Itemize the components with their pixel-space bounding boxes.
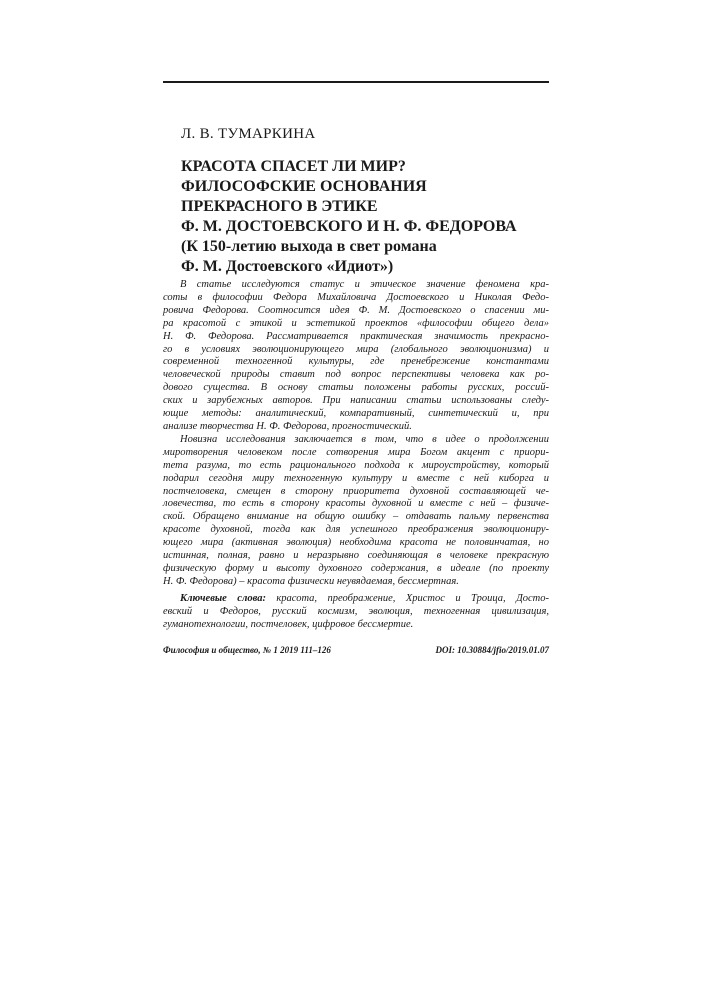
abstract-line: соты в философии Федора Михайловича Достоевского и Николая Федо- bbox=[163, 291, 549, 303]
abstract-line: тета разума, то есть рационального подхода к мироустройству, который bbox=[163, 459, 549, 471]
abstract-line: миротворения человеком после сотворения мира Богом акцент с приори- bbox=[163, 446, 549, 458]
keywords-line bbox=[163, 593, 549, 606]
header-rule bbox=[163, 81, 549, 83]
abstract-line: го в условиях эволюционирующего мира (глобального эволюционизма) и bbox=[163, 343, 549, 355]
abstract-line: ровича Федорова. Соотносится идея Ф. М. Достоевского о спасении ми- bbox=[163, 304, 549, 316]
abstract-line: Н. Ф. Федорова. Рассматривается практическая значимость прекрасно- bbox=[163, 330, 549, 342]
title-line: КРАСОТА СПАСЕТ ЛИ МИР? bbox=[181, 158, 406, 175]
title-line: ФИЛОСОФСКИЕ ОСНОВАНИЯ bbox=[181, 178, 427, 195]
journal-citation: Философия и общество, № 1 2019 111–126 bbox=[163, 645, 331, 655]
abstract bbox=[163, 279, 549, 631]
abstract-line: красоте духовной, тогда как для успешного преображения эволюциониру- bbox=[163, 524, 549, 536]
abstract-line: физическую форму и высоту духовного содержания, в идеале (по проекту bbox=[163, 562, 549, 574]
abstract-line: ской. Обращено внимание на общую ошибку – отдавать пальму первенства bbox=[163, 511, 549, 523]
author-name: Л. В. ТУМАРКИНА bbox=[181, 126, 316, 142]
page-footer bbox=[163, 645, 549, 655]
abstract-line: современной техногенной культуры, где пренебрежение константами bbox=[163, 356, 549, 368]
abstract-line: анализе творчества Н. Ф. Федорова, прогностический. bbox=[163, 420, 412, 432]
abstract-line: человеческой природы ставит под вопрос перспективы человека как ро- bbox=[163, 369, 549, 381]
abstract-paragraph-2 bbox=[163, 434, 549, 589]
abstract-line: ющего мира (активная эволюция) необходима красота не половинчатая, но bbox=[163, 537, 549, 549]
title-line: Ф. М. ДОСТОЕВСКОГО И Н. Ф. ФЕДОРОВА bbox=[181, 218, 517, 235]
article-title bbox=[181, 157, 561, 277]
abstract-line: ющие методы: аналитический, компаративный, синтетический и, при bbox=[163, 408, 549, 420]
abstract-line: дового существа. В основу статьи положены работы русских, россий- bbox=[163, 382, 549, 394]
keywords-text: красота, преображение, Христос и Троица, Досто- bbox=[265, 592, 549, 604]
abstract-paragraph-1 bbox=[163, 279, 549, 434]
abstract-line: постчеловека, смещен в сторону приоритета духовной составляющей че- bbox=[163, 485, 549, 497]
abstract-line: В статье исследуются статус и этическое значение феномена кра- bbox=[180, 279, 549, 290]
abstract-line: Новизна исследования заключается в том, что в идее о продолжении bbox=[180, 433, 549, 445]
abstract-line: истинная, полная, равно и неразрывно соединяющая в человеке прекрасную bbox=[163, 550, 549, 562]
keywords bbox=[163, 593, 549, 632]
keywords-line: гуманотехнологии, постчеловек, цифровое бессмертие. bbox=[163, 618, 414, 630]
keywords-line: евский и Федоров, русский космизм, эволюция, техногенная цивилизация, bbox=[163, 605, 549, 617]
abstract-line: подарил сегодня миру техногенную культуру и вместе с ней киборга и bbox=[163, 472, 549, 484]
abstract-line: ра красотой с этикой и эстетикой проектов «философии общего дела» bbox=[163, 317, 549, 329]
title-line: ПРЕКРАСНОГО В ЭТИКЕ bbox=[181, 198, 378, 215]
abstract-line: Н. Ф. Федорова) – красота физически неувядаемая, бессмертная. bbox=[163, 575, 459, 587]
title-line: Ф. М. Достоевского «Идиот») bbox=[181, 258, 394, 275]
keywords-label: Ключевые слова: bbox=[180, 592, 266, 604]
abstract-line: ловечества, то есть в сторону красоты духовной и вместе с ней – физиче- bbox=[163, 498, 549, 510]
doi-link[interactable]: DOI: 10.30884/jfio/2019.01.07 bbox=[435, 645, 549, 655]
abstract-line: ских и зарубежных авторов. При написании статьи использованы следу- bbox=[163, 395, 549, 407]
title-line: (К 150-летию выхода в свет романа bbox=[181, 238, 437, 255]
